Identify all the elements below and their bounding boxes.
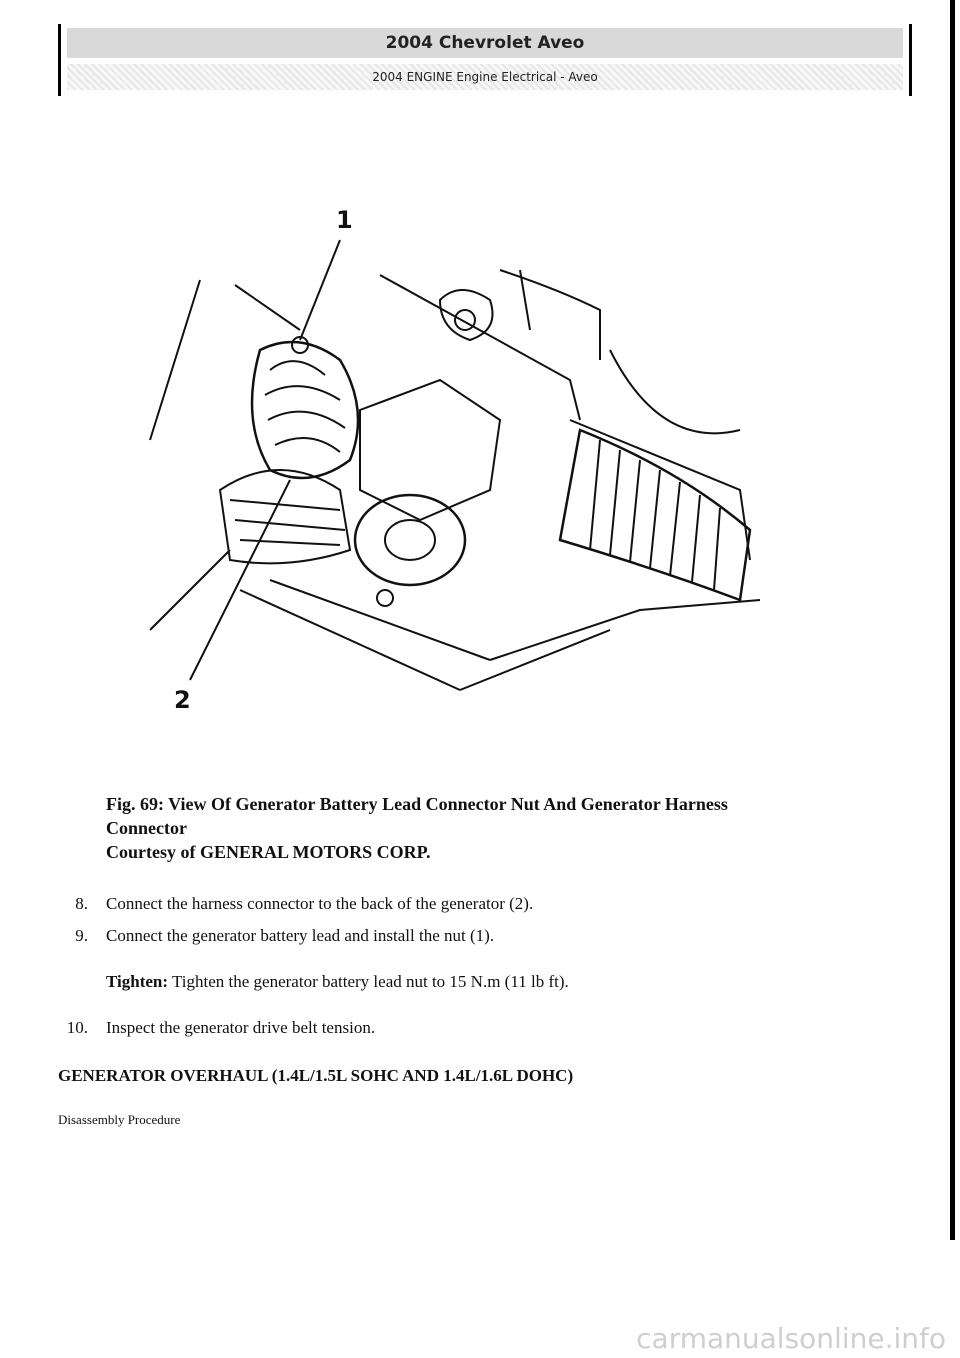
caption-line-2: Connector [106,818,187,838]
header-title: 2004 Chevrolet Aveo [67,28,903,58]
torque-label: Tighten: [106,972,169,991]
section-heading: GENERATOR OVERHAUL (1.4L/1.5L SOHC AND 1.4L/1.6L DOHC) [58,1066,574,1085]
page-header [58,24,912,96]
step-text: Inspect the generator drive belt tension. [106,1018,376,1037]
callout-1-leader [300,240,340,340]
callout-2-label: 2 [174,686,191,714]
figure-caption [106,792,906,864]
step-text: Connect the harness connector to the back of the generator (2). [106,894,534,913]
generator-illustration [140,190,780,730]
torque-text: Tighten the generator battery lead nut to 15 N.m (11 lb ft). [172,972,569,991]
torque-spec [106,972,569,992]
step-number: 8. [75,894,88,913]
step-number: 10. [66,1018,88,1037]
watermark: carmanualsonline.info [636,1322,946,1355]
subsection-heading: Disassembly Procedure [58,1112,181,1127]
callout-1-label: 1 [336,206,353,234]
caption-line-1: Fig. 69: View Of Generator Battery Lead Connector Nut And Generator Harness [106,794,728,814]
callout-2-leader [190,480,290,680]
header-subtitle: 2004 ENGINE Engine Electrical - Aveo [67,64,903,90]
caption-line-3: Courtesy of GENERAL MOTORS CORP. [106,842,431,862]
step-text: Connect the generator battery lead and install the nut (1). [106,926,495,945]
page-right-rule [950,0,955,1240]
step-number: 9. [75,926,88,945]
